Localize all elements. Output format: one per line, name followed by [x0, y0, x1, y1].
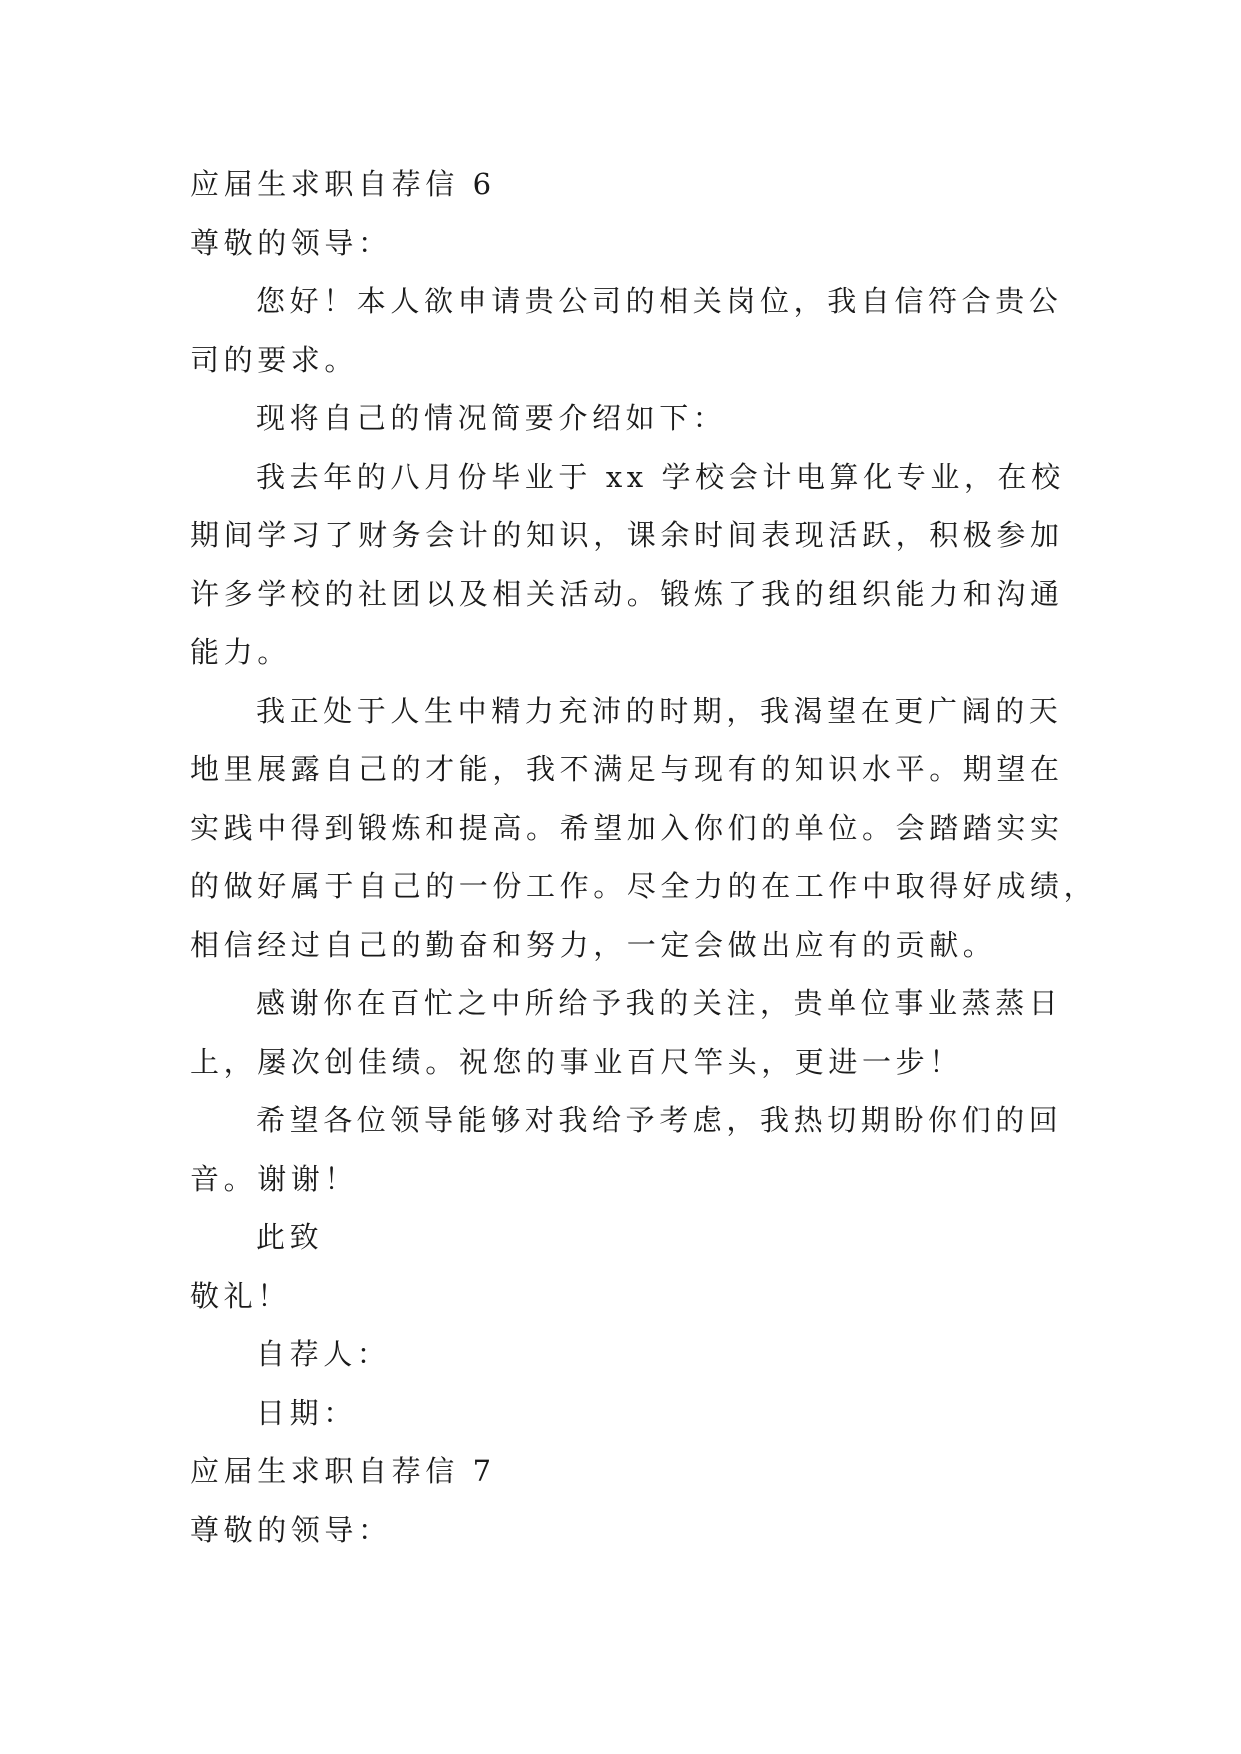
- letter-6-date-label: 日期：: [256, 1395, 357, 1430]
- paragraph-line: 地里展露自己的才能，我不满足与现有的知识水平。期望在: [190, 752, 1064, 786]
- document-page: [190, 155, 1098, 1559]
- letter-6-paragraph-2: [190, 389, 1060, 448]
- paragraph-line: 期间学习了财务会计的知识，课余时间表现活跃，积极参加: [190, 518, 1064, 552]
- paragraph-line: 能力。: [190, 635, 291, 669]
- paragraph-line: 我正处于人生中精力充沛的时期，我渴望在更广阔的天: [256, 693, 1063, 728]
- paragraph-line: 实践中得到锻炼和提高。希望加入你们的单位。会踏踏实实: [190, 810, 1064, 845]
- letter-7-salutation: 尊敬的领导：: [190, 1512, 392, 1547]
- letter-7-title: 应届生求职自荐信 7: [190, 1454, 496, 1488]
- letter-6-paragraph-5: [190, 974, 1063, 1091]
- paragraph-line: 您好！本人欲申请贵公司的相关岗位，我自信符合贵公: [256, 284, 1063, 318]
- letter-6-paragraph-4: [190, 682, 1098, 975]
- paragraph-line: 相信经过自己的勤奋和努力，一定会做出应有的贡献。: [190, 927, 997, 962]
- letter-6-regards: 敬礼！: [190, 1278, 291, 1313]
- paragraph-line: 的做好属于自己的一份工作。尽全力的在工作中取得好成绩，: [190, 869, 1098, 903]
- paragraph-line: 上，屡次创佳绩。祝您的事业百尺竿头，更进一步！: [190, 1044, 963, 1079]
- letter-6-closing: 此致: [256, 1220, 324, 1254]
- letter-6-title: 应届生求职自荐信 6: [190, 167, 496, 201]
- letter-6-signer-label: 自荐人：: [256, 1337, 391, 1371]
- paragraph-line: 希望各位领导能够对我给予考虑，我热切期盼你们的回: [256, 1103, 1063, 1137]
- paragraph-line: 许多学校的社团以及相关活动。锻炼了我的组织能力和沟通: [190, 576, 1064, 611]
- letter-6-paragraph-6: [190, 1091, 1063, 1208]
- letter-6-paragraph-3: [190, 448, 1065, 682]
- paragraph-line: 我去年的八月份毕业于 xx 学校会计电算化专业，在校: [256, 459, 1065, 494]
- letter-6-salutation: 尊敬的领导：: [190, 225, 392, 260]
- paragraph-line: 现将自己的情况简要介绍如下：: [256, 401, 727, 435]
- paragraph-line: 感谢你在百忙之中所给予我的关注，贵单位事业蒸蒸日: [256, 986, 1063, 1020]
- paragraph-line: 音。谢谢！: [190, 1161, 359, 1196]
- letter-6-paragraph-1: [190, 272, 1063, 389]
- paragraph-line: 司的要求。: [190, 342, 359, 377]
